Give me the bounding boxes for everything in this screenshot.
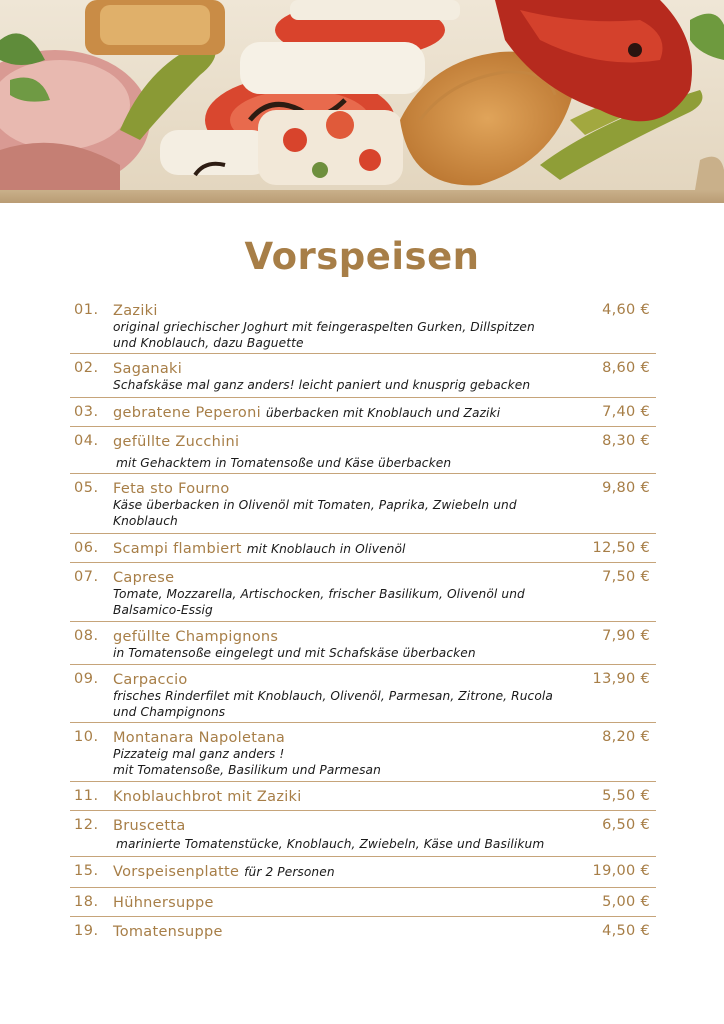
item-number: 02. [74, 360, 99, 376]
item-number: 18. [74, 894, 99, 910]
item-name: Bruscetta [113, 818, 186, 834]
item-name: gebratene Peperoni [113, 405, 261, 421]
item-number: 06. [74, 540, 99, 556]
item-price: 19,00 € [592, 863, 650, 879]
item-price: 5,50 € [602, 788, 650, 804]
item-price: 4,50 € [602, 923, 650, 939]
item-number: 09. [74, 671, 99, 687]
item-description: original griechischer Joghurt mit feingeraspelten Gurken, Dillspitzen [113, 320, 535, 334]
menu-item [70, 622, 656, 665]
item-number: 07. [74, 569, 99, 585]
menu-item [70, 354, 656, 398]
item-name-row [113, 863, 576, 881]
item-name: Hühnersuppe [113, 895, 214, 911]
item-number: 01. [74, 302, 99, 318]
item-description: Tomate, Mozzarella, Artischocken, frischer Basilikum, Olivenöl und [113, 587, 525, 601]
item-name: Feta sto Fourno [113, 481, 230, 497]
item-name: Knoblauchbrot mit Zaziki [113, 789, 302, 805]
item-name: gefüllte Zucchini [113, 434, 240, 450]
item-number: 12. [74, 817, 99, 833]
menu-item [70, 888, 656, 917]
menu-item [70, 563, 656, 622]
item-note: überbacken mit Knoblauch und Zaziki [265, 406, 501, 420]
item-price: 9,80 € [602, 480, 650, 496]
item-description: frisches Rinderfilet mit Knoblauch, Olivenöl, Parmesan, Zitrone, Rucola [113, 689, 553, 703]
item-price: 8,60 € [602, 360, 650, 376]
menu-item [70, 474, 656, 534]
item-price: 4,60 € [602, 302, 650, 318]
item-description: Pizzateig mal ganz anders ! [113, 747, 285, 761]
menu-item [70, 782, 656, 811]
item-name: Vorspeisenplatte [113, 864, 240, 880]
item-description-line-2: und Knoblauch, dazu Baguette [113, 335, 304, 350]
menu-item [70, 427, 656, 474]
item-number: 19. [74, 923, 99, 939]
item-name: Scampi flambiert [113, 541, 242, 557]
item-number: 03. [74, 404, 99, 420]
item-description: mit Gehacktem in Tomatensoße und Käse überbacken [116, 456, 452, 470]
menu-item [70, 398, 656, 427]
item-number: 11. [74, 788, 99, 804]
item-number: 05. [74, 480, 99, 496]
header-divider-band [0, 190, 724, 203]
item-name: Zaziki [113, 303, 158, 319]
item-number: 10. [74, 729, 99, 745]
menu-item [70, 857, 656, 888]
item-price: 6,50 € [602, 817, 650, 833]
antipasti-illustration [0, 0, 724, 190]
menu-item [70, 811, 656, 857]
item-description-line-2: und Champignons [113, 704, 226, 719]
item-price: 8,20 € [602, 729, 650, 745]
item-name: Carpaccio [113, 672, 188, 688]
item-description-line-2: Balsamico-Essig [113, 602, 213, 617]
menu-item [70, 534, 656, 563]
item-name: Montanara Napoletana [113, 730, 286, 746]
item-name-row [113, 404, 576, 422]
item-number: 04. [74, 433, 99, 449]
item-description-line-2: mit Tomatensoße, Basilikum und Parmesan [113, 762, 381, 777]
menu-item [70, 665, 656, 723]
item-price: 13,90 € [592, 671, 650, 687]
menu-list [70, 296, 656, 946]
item-name: Tomatensuppe [113, 924, 223, 940]
item-description: Käse überbacken in Olivenöl mit Tomaten, Paprika, Zwiebeln und [113, 498, 517, 512]
item-price: 5,00 € [602, 894, 650, 910]
menu-item [70, 296, 656, 354]
item-description-line-2: Knoblauch [113, 513, 178, 528]
page-title: Vorspeisen [244, 235, 480, 278]
item-price: 7,50 € [602, 569, 650, 585]
item-name-row [113, 540, 576, 558]
item-note: mit Knoblauch in Olivenöl [246, 542, 406, 556]
item-price: 7,40 € [602, 404, 650, 420]
item-description: marinierte Tomatenstücke, Knoblauch, Zwiebeln, Käse und Basilikum [116, 837, 545, 851]
item-number: 15. [74, 863, 99, 879]
item-name: Saganaki [113, 361, 183, 377]
menu-item [70, 917, 656, 946]
item-note: für 2 Personen [244, 865, 335, 879]
item-name: gefüllte Champignons [113, 629, 279, 645]
item-number: 08. [74, 628, 99, 644]
item-price: 7,90 € [602, 628, 650, 644]
item-name: Caprese [113, 570, 175, 586]
item-price: 12,50 € [592, 540, 650, 556]
item-description: in Tomatensoße eingelegt und mit Schafskäse überbacken [113, 646, 476, 660]
item-description: Schafskäse mal ganz anders! leicht paniert und knusprig gebacken [113, 378, 531, 392]
menu-item [70, 723, 656, 782]
hero-food-photo [0, 0, 724, 190]
item-price: 8,30 € [602, 433, 650, 449]
